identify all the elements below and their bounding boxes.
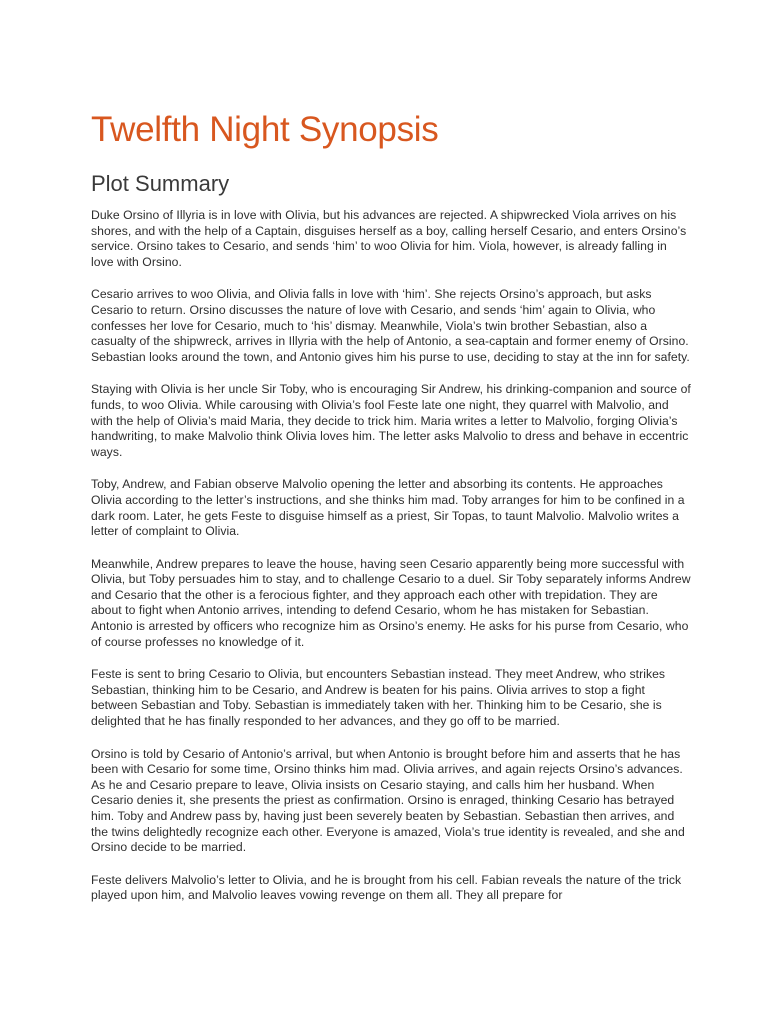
paragraph: Orsino is told by Cesario of Antonio’s arrival, but when Antonio is brought before him and asserts that he has been with Cesario for some time, Orsino thinks him mad. Olivia arrives, and again rejects Orsino’s advances. As he and Cesario prepare to leave, Olivia insists on Cesario staying, and calls him her husband. When Cesario denies it, she presents the priest as confirmation. Orsino is enraged, thinking Cesario has betrayed him. Toby and Andrew pass by, having just been severely beaten by Sebastian. Sebastian then arrives, and the twins delightedly recognize each other. Everyone is amazed, Viola’s true identity is revealed, and she and Orsino decide to be married.	[91, 746, 685, 855]
paragraph: Feste delivers Malvolio’s letter to Olivia, and he is brought from his cell. Fabian reveals the nature of the trick played upon him, and Malvolio leaves vowing revenge on them all. They all prepare for	[91, 872, 682, 903]
paragraph: Cesario arrives to woo Olivia, and Olivia falls in love with ‘him’. She rejects Orsino’s approach, but asks Cesario to return. Orsino discusses the nature of love with Cesario, and sends ‘him’ again to Olivia, who confesses her love for Cesario, much to ‘his’ dismay. Meanwhile, Viola’s twin brother Sebastian, also a casualty of the shipwreck, arrives in Illyria with the help of Antonio, a sea-captain and former enemy of Orsino. Sebastian looks around the town, and Antonio gives him his purse to use, deciding to stay at the inn for safety.	[91, 287, 690, 364]
paragraph: Meanwhile, Andrew prepares to leave the house, having seen Cesario apparently being more successful with Olivia, but Toby persuades him to stay, and to challenge Cesario to a duel. Sir Toby separately informs Andrew and Cesario that the other is a ferocious fighter, and they approach each other with trepidation. They are about to fight when Antonio arrives, intending to defend Cesario, whom he has mistaken for Sebastian. Antonio is arrested by officers who recognize him as Orsino’s enemy. He asks for his purse from Cesario, who of course professes no knowledge of it.	[91, 556, 691, 649]
paragraph: Toby, Andrew, and Fabian observe Malvolio opening the letter and absorbing its contents. He approaches Olivia according to the letter’s instructions, and she thinks him mad. Toby arranges for him to be confined in a dark room. Later, he gets Feste to disguise himself as a priest, Sir Topas, to taunt Malvolio. Malvolio writes a letter of complaint to Olivia.	[91, 477, 685, 539]
section-heading: Plot Summary	[91, 171, 230, 196]
paragraph: Staying with Olivia is her uncle Sir Toby, who is encouraging Sir Andrew, his drinking-companion and source of funds, to woo Olivia. While carousing with Olivia’s fool Feste late one night, they quarrel with Malvolio, and with the help of Olivia’s maid Maria, they decide to trick him. Maria writes a letter to Malvolio, forging Olivia’s handwriting, to make Malvolio think Olivia loves him. The letter asks Malvolio to dress and behave in eccentric ways.	[91, 382, 691, 459]
document-title: Twelfth Night Synopsis	[91, 110, 439, 149]
paragraph: Feste is sent to bring Cesario to Olivia, but encounters Sebastian instead. They meet Andrew, who strikes Sebastian, thinking him to be Cesario, and Andrew is beaten for his pains. Olivia arrives to stop a fight between Sebastian and Toby. Sebastian is immediately taken with her. Thinking him to be Cesario, she is delighted that he has finally responded to her advances, and they go off to be married.	[91, 667, 666, 729]
document-page	[91, 108, 691, 921]
paragraph: Duke Orsino of Illyria is in love with Olivia, but his advances are rejected. A shipwrecked Viola arrives on his shores, and with the help of a Captain, disguises herself as a boy, calling herself Cesario, and enters Orsino’s service. Orsino takes to Cesario, and sends ‘him’ to woo Olivia for him. Viola, however, is already falling in love with Orsino.	[91, 208, 687, 269]
